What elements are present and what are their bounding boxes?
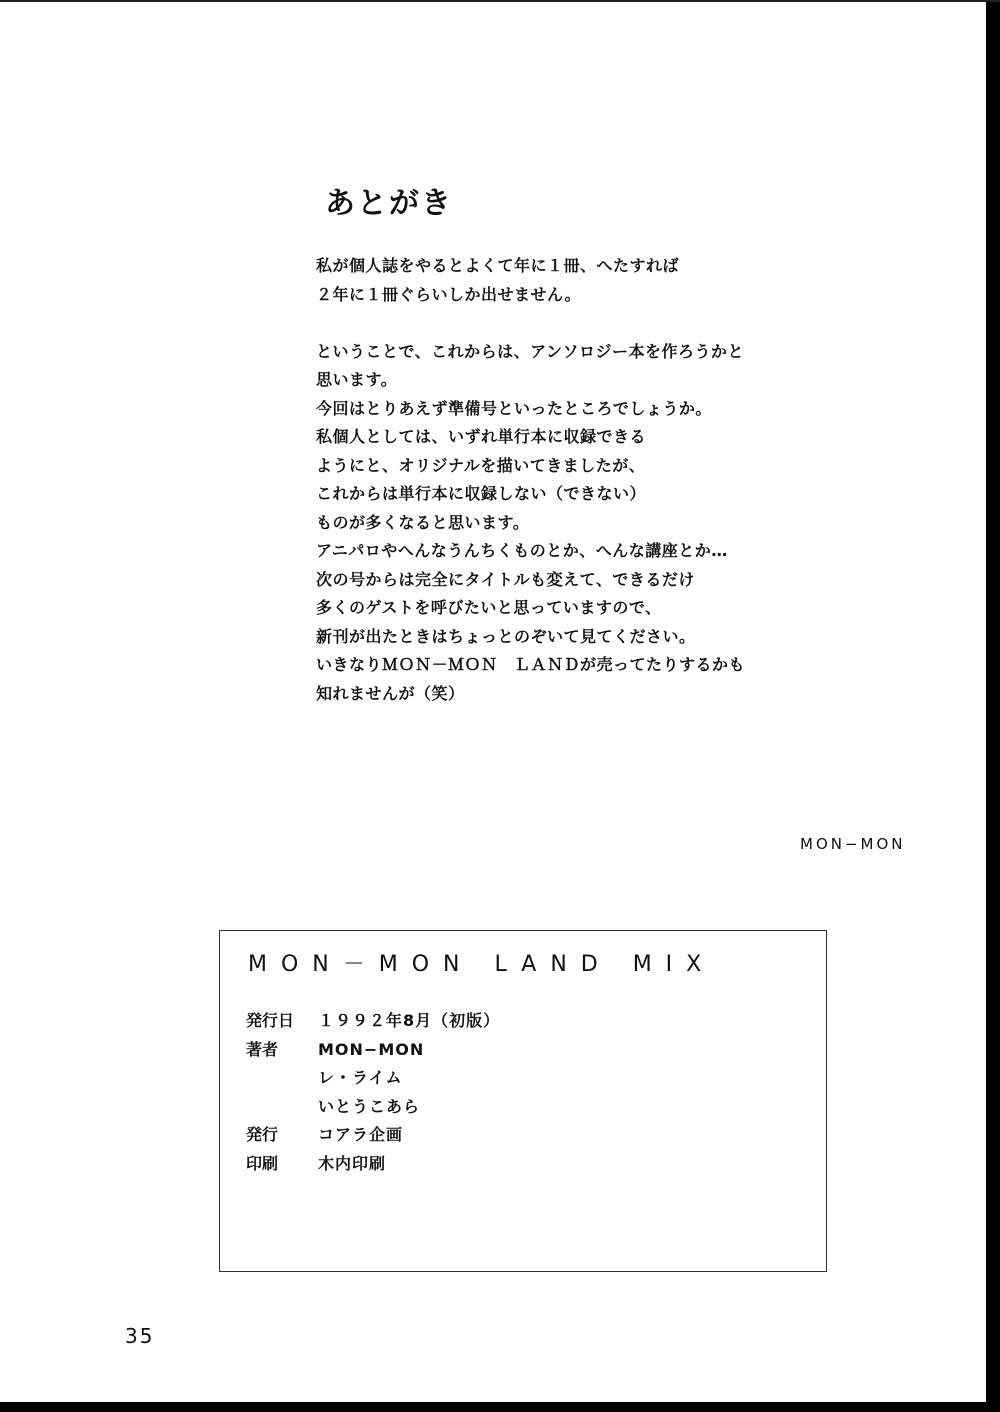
afterword-line: アニパロやへんなうんちくものとか、へんな講座とか… <box>316 541 728 560</box>
colophon-row-author-2 <box>246 1064 500 1093</box>
afterword-blank-line <box>316 309 745 338</box>
colophon-value: 木内印刷 <box>318 1153 387 1173</box>
afterword-line: 私個人としては、いずれ単行本に収録できる <box>316 427 647 446</box>
colophon-row-author-3 <box>246 1093 500 1122</box>
afterword-line: ２年に１冊ぐらいしか出せません。 <box>316 284 581 304</box>
page-top-edge <box>0 0 1000 2</box>
afterword-line: 今回はとりあえず準備号といったところでしょうか。 <box>316 398 712 418</box>
page-number: 35 <box>125 1324 155 1348</box>
afterword-line: いきなりＭＯＮ－ＭＯＮ ＬＡＮＤが売ってたりするかも <box>316 655 746 674</box>
colophon-row-publisher <box>246 1121 500 1150</box>
colophon-label: 発行日 <box>246 1011 295 1030</box>
colophon-label: 印刷 <box>246 1153 279 1173</box>
afterword-line: ようにと、オリジナルを描いてきましたが、 <box>316 455 646 475</box>
afterword-line: 私が個人誌をやるとよくて年に１冊、へたすれば <box>316 256 680 275</box>
colophon-row-printer <box>246 1150 500 1179</box>
afterword-body <box>316 252 745 708</box>
colophon-value: いとうこあら <box>318 1096 421 1116</box>
afterword-line: ものが多くなると思います。 <box>316 512 530 532</box>
colophon-value: コアラ企画 <box>318 1125 404 1144</box>
afterword-line: 次の号からは完全にタイトルも変えて、できるだけ <box>316 569 695 589</box>
colophon-label <box>246 1093 318 1122</box>
colophon-value: MON−MON <box>318 1039 425 1059</box>
afterword-line: 新刊が出たときはちょっとのぞいて見てください。 <box>316 626 696 646</box>
colophon-value: レ・ライム <box>318 1068 403 1087</box>
afterword-title: あとがき <box>325 186 453 221</box>
colophon-label: 著者 <box>246 1039 279 1059</box>
colophon-row-author <box>246 1036 500 1065</box>
colophon-row-publish-date <box>246 1007 500 1036</box>
afterword-line: 思います。 <box>316 370 398 389</box>
colophon-title: MON－MON LAND MIX <box>248 952 716 977</box>
colophon-label <box>246 1064 318 1093</box>
colophon-box <box>219 930 827 1272</box>
author-signature: MON−MON <box>800 835 906 853</box>
afterword-line: 多くのゲストを呼びたいと思っていますので、 <box>316 598 662 617</box>
afterword-line: ということで、これからは、アンソロジー本を作ろうかと <box>316 341 745 361</box>
afterword-line: これからは単行本に収録しない（できない） <box>316 484 647 503</box>
colophon-table <box>246 1007 500 1178</box>
afterword-line: 知れませんが（笑） <box>316 683 465 703</box>
colophon-value: １９９２年8月（初版） <box>318 1011 501 1030</box>
colophon-label: 発行 <box>246 1125 279 1144</box>
